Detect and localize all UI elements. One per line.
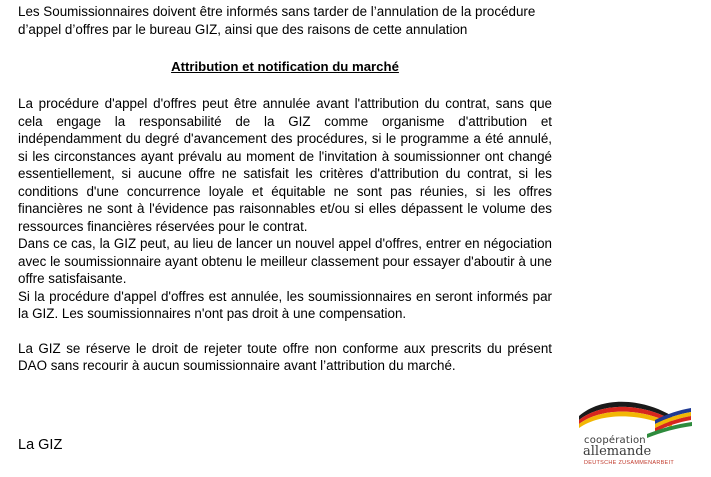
paragraph-information: Si la procédure d'appel d'offres est annulée, les soumissionnaires en seront informés par la GIZ. Les soumissionnaires n'ont pas droit à une compensation.: [18, 288, 552, 321]
paragraph-rejet: La GIZ se réserve le droit de rejeter toute offre non conforme aux prescrits du présent DAO sans recourir à aucun soumissionnaire avant l’attribution du marché.: [18, 340, 552, 373]
logo-line-2: allemande: [583, 444, 652, 459]
logo-line-1: coopération: [584, 435, 646, 446]
paragraph-annulation: La procédure d'appel d'offres peut être annulée avant l'attribution du contrat, sans que cela engage la responsabilité de la GIZ comme organisme d'attribution et indépendamment du degré d'avancement des procédures, si le programme a été annulé, si les circonstances ayant prévalu au moment de l'invitation à soumissionner ont changé essentiellement, si aucune offre ne satisfait les critères d'attribution du contrat, si les conditions d'une concurrence loyale et équitable ne sont pas réunies, si les offres financières ne sont à l'évidence pas raisonnables et/ou si elles dépassent le volume des ressources financières réservées pour le contrat.: [18, 96, 552, 234]
section-heading: Attribution et notification du marché: [171, 59, 399, 74]
intro-line-1: Les Soumissionnaires doivent être informés sans tarder de l’annulation de la procédure: [18, 4, 536, 19]
paragraph-negociation: Dans ce cas, la GIZ peut, au lieu de lancer un nouvel appel d'offres, entrer en négociation avec le soumissionnaire ayant obtenu le meilleur classement pour essayer d'aboutir à une offre satisfaisante.: [18, 236, 552, 286]
logo-line-3: DEUTSCHE ZUSAMMENARBEIT: [584, 460, 675, 466]
cooperation-allemande-logo: [567, 394, 707, 474]
intro-line-2: d’appel d’offres par le bureau GIZ, ainsi que des raisons de cette annulation: [18, 21, 468, 37]
intro-paragraph: [18, 3, 552, 38]
document-page: [18, 0, 552, 375]
signature: La GIZ: [18, 437, 63, 453]
